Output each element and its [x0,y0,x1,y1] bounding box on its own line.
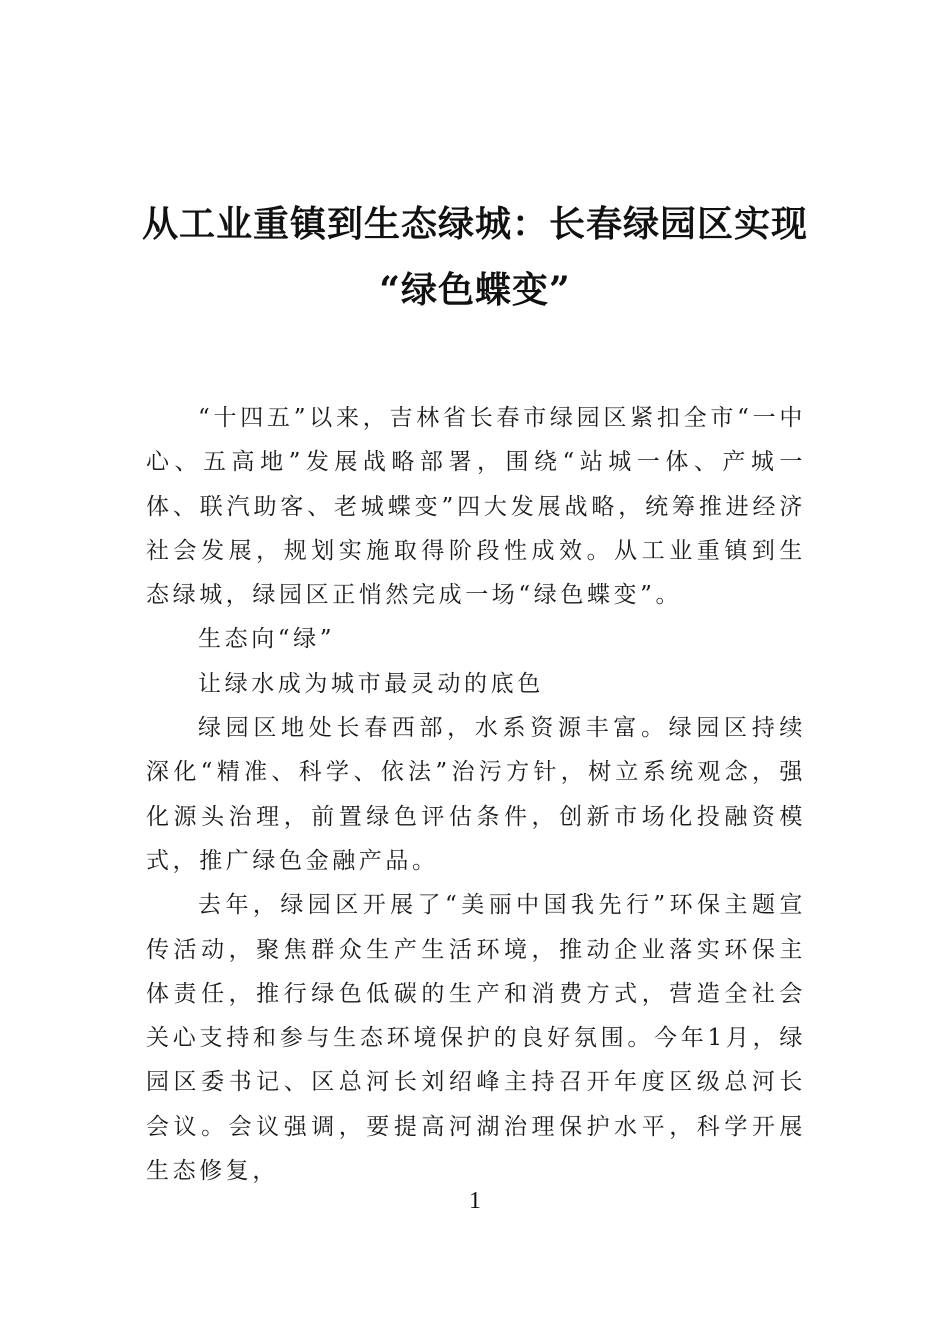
document-title-line-2: “绿色蝶变” [379,269,571,311]
section-heading: 生态向“绿” [198,626,336,653]
paragraph: 绿园区地处长春西部，水系资源丰富。绿园区持续深化“精准、科学、依法”治污方针，树立系统观念，强化源头治理，前置绿色评估条件，创新市场化投融资模式，推广绿色金融产品。 [146,715,806,874]
document-title-line-1: 从工业重镇到生态绿城：长春绿园区实现 [141,203,808,245]
paragraph: 去年，绿园区开展了“美丽中国我先行”环保主题宣传活动，聚焦群众生产生活环境，推动企业落实环保主体责任，推行绿色低碳的生产和消费方式，营造全社会关心支持和参与生态环境保护的良好氛围。今年1月，绿园区委书记、区总河长刘绍峰主持召开年度区级总河长会议。会议强调，要提高河湖治理保护水平，科学开展生态修复， [146,892,806,1185]
page-number: 1 [469,1188,481,1214]
paragraph-intro: “十四五”以来，吉林省长春市绿园区紧扣全市“一中心、五高地”发展战略部署，围绕“站城一体、产城一体、联汽助客、老城蝶变”四大发展战略，统筹推进经济社会发展，规划实施取得阶段性成效。从工业重镇到生态绿城，绿园区正悄然完成一场“绿色蝶变”。 [146,405,806,609]
section-subheading: 让绿水成为城市最灵动的底色 [198,670,544,697]
document-body [146,396,806,1193]
